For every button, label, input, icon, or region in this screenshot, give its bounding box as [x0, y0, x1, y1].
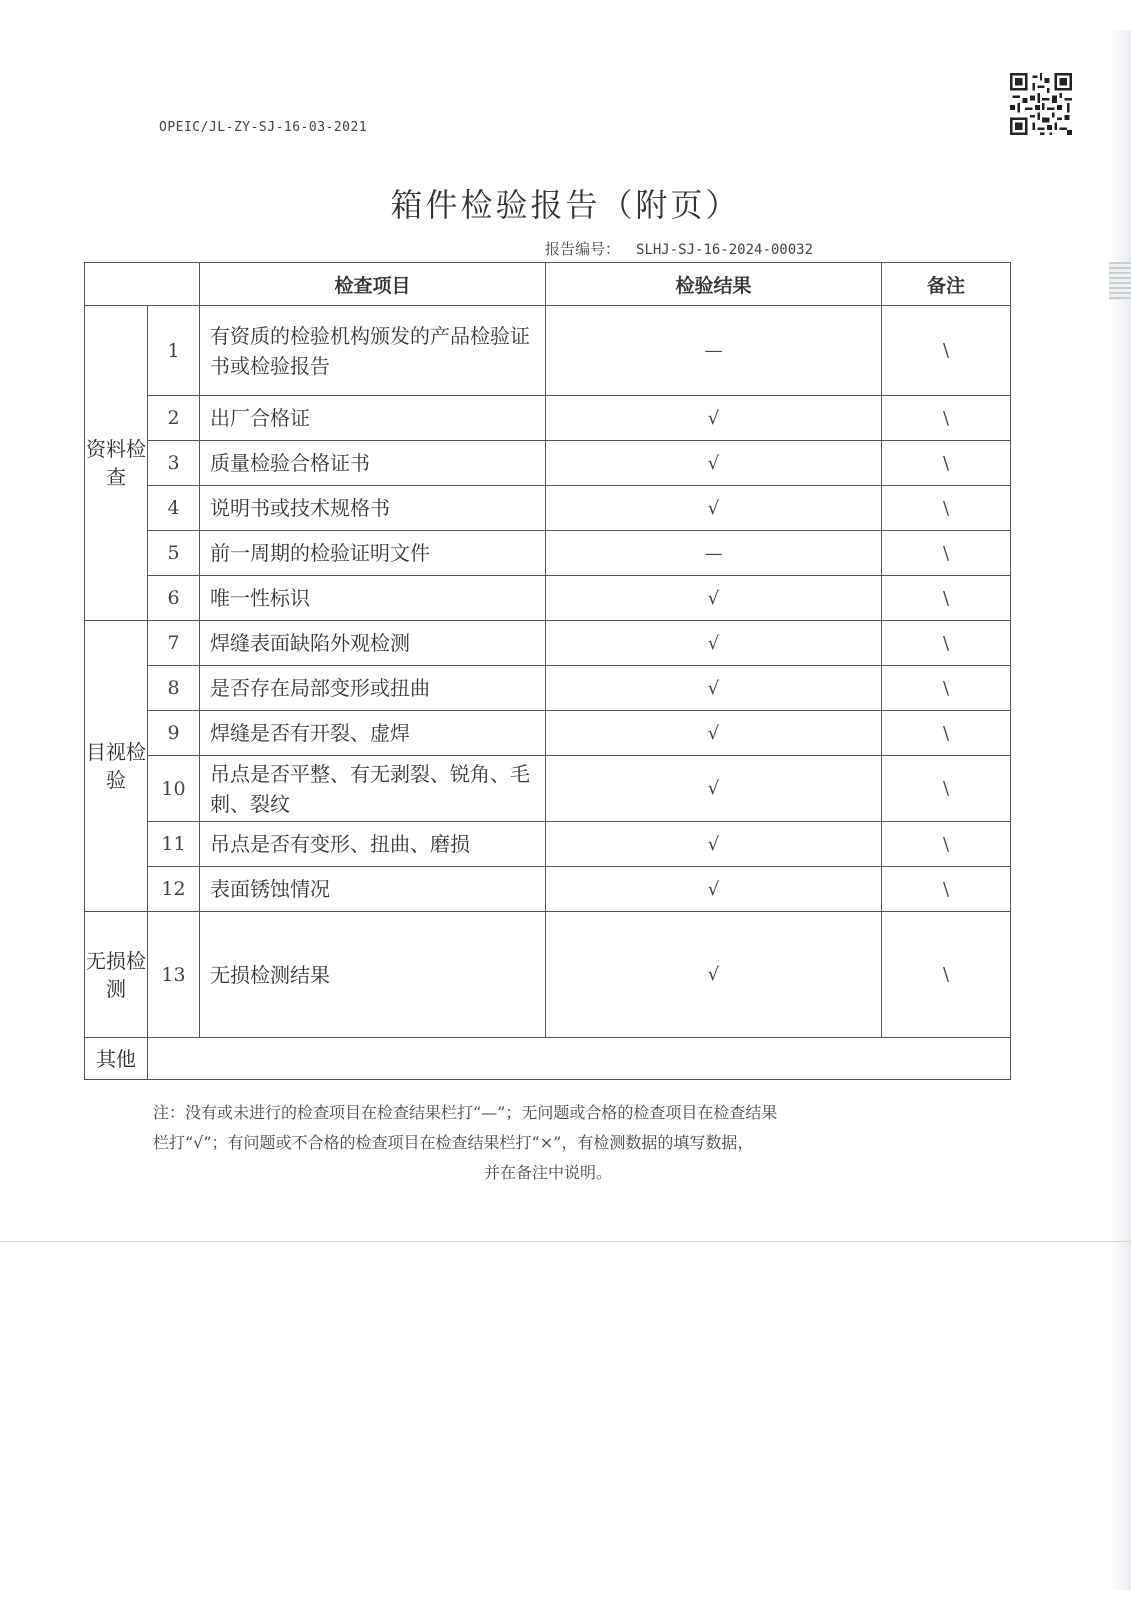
row-item: 唯一性标识: [200, 576, 546, 621]
row-item: 吊点是否有变形、扭曲、磨损: [200, 822, 546, 867]
table-row: [85, 621, 1011, 666]
row-note: \: [882, 822, 1011, 867]
row-note: \: [882, 621, 1011, 666]
row-result: —: [546, 306, 882, 396]
row-item: 有资质的检验机构颁发的产品检验证书或检验报告: [200, 306, 546, 396]
other-label: 其他: [85, 1038, 148, 1080]
other-value: [148, 1038, 1011, 1080]
row-number: 13: [148, 912, 200, 1038]
row-item: 焊缝是否有开裂、虚焊: [200, 711, 546, 756]
footnote-line: 栏打“√”；有问题或不合格的检查项目在检查结果栏打“×”，有检测数据的填写数据，: [153, 1133, 754, 1152]
row-number: 3: [148, 441, 200, 486]
category-cell: 无损检测: [85, 912, 148, 1038]
scan-line: [0, 1241, 1131, 1242]
table-row: [85, 822, 1011, 867]
row-result: —: [546, 531, 882, 576]
footnote-line: 注：没有或未进行的检查项目在检查结果栏打“—”；无问题或合格的检查项目在检查结果: [153, 1103, 778, 1122]
row-note: \: [882, 441, 1011, 486]
row-number: 7: [148, 621, 200, 666]
row-item: 前一周期的检验证明文件: [200, 531, 546, 576]
row-number: 12: [148, 867, 200, 912]
row-item: 无损检测结果: [200, 912, 546, 1038]
row-note: \: [882, 486, 1011, 531]
row-note: \: [882, 531, 1011, 576]
table-row: [85, 756, 1011, 822]
table-row: [85, 867, 1011, 912]
table-header-row: [85, 263, 1011, 306]
report-number-label: 报告编号：: [545, 240, 621, 258]
row-result: √: [546, 576, 882, 621]
report-number: [545, 238, 813, 259]
row-note: \: [882, 912, 1011, 1038]
table-row: [85, 486, 1011, 531]
row-item: 是否存在局部变形或扭曲: [200, 666, 546, 711]
row-result: √: [546, 822, 882, 867]
row-item: 质量检验合格证书: [200, 441, 546, 486]
table-row: [85, 912, 1011, 1038]
row-number: 8: [148, 666, 200, 711]
table-row: [85, 441, 1011, 486]
report-title: 箱件检验报告（附页）: [390, 186, 741, 224]
row-result: √: [546, 666, 882, 711]
footnote: [153, 1098, 943, 1188]
row-note: \: [882, 576, 1011, 621]
row-result: √: [546, 912, 882, 1038]
report-number-value: SLHJ-SJ-16-2024-00032: [636, 242, 814, 258]
row-number: 5: [148, 531, 200, 576]
table-row: [85, 531, 1011, 576]
row-item: 焊缝表面缺陷外观检测: [200, 621, 546, 666]
header-result: 检验结果: [546, 263, 882, 306]
row-note: \: [882, 756, 1011, 822]
table-row: [85, 306, 1011, 396]
row-result: √: [546, 486, 882, 531]
row-number: 4: [148, 486, 200, 531]
header-blank: [85, 263, 200, 306]
row-item: 表面锈蚀情况: [200, 867, 546, 912]
row-result: √: [546, 867, 882, 912]
category-cell: 资料检查: [85, 306, 148, 621]
footnote-line: 并在备注中说明。: [483, 1163, 612, 1182]
row-note: \: [882, 396, 1011, 441]
scan-edge-mark: [1109, 262, 1131, 300]
row-result: √: [546, 756, 882, 822]
inspection-table: [84, 262, 1011, 1080]
category-cell: 目视检验: [85, 621, 148, 912]
row-number: 1: [148, 306, 200, 396]
row-result: √: [546, 396, 882, 441]
row-item: 出厂合格证: [200, 396, 546, 441]
row-number: 6: [148, 576, 200, 621]
row-number: 2: [148, 396, 200, 441]
header-note: 备注: [882, 263, 1011, 306]
table-row: [85, 576, 1011, 621]
row-result: √: [546, 711, 882, 756]
table-row: [85, 666, 1011, 711]
table-row: [85, 396, 1011, 441]
row-note: \: [882, 711, 1011, 756]
row-result: √: [546, 621, 882, 666]
row-item: 吊点是否平整、有无剥裂、锐角、毛刺、裂纹: [200, 756, 546, 822]
other-row: [85, 1038, 1011, 1080]
row-note: \: [882, 666, 1011, 711]
row-item: 说明书或技术规格书: [200, 486, 546, 531]
qr-code-icon: [1010, 73, 1072, 135]
row-note: \: [882, 306, 1011, 396]
row-number: 11: [148, 822, 200, 867]
table-row: [85, 711, 1011, 756]
row-number: 10: [148, 756, 200, 822]
row-result: √: [546, 441, 882, 486]
document-code: OPEIC/JL-ZY-SJ-16-03-2021: [159, 120, 368, 135]
row-number: 9: [148, 711, 200, 756]
header-item: 检查项目: [200, 263, 546, 306]
row-note: \: [882, 867, 1011, 912]
